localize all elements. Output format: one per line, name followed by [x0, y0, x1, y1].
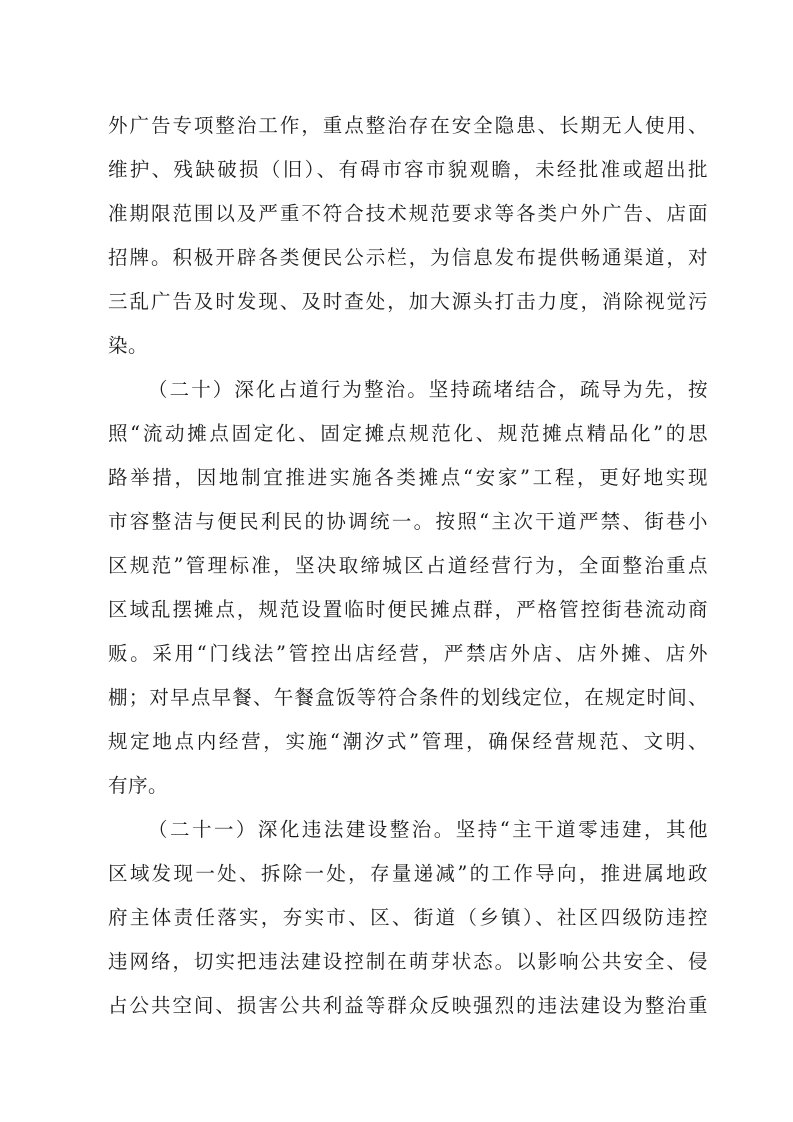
text-line: 路举措，因地制宜推进实施各类摊点“安家”工程，更好地实现 [108, 466, 708, 489]
paragraph-heading-line: （二十一）深化违法建设整治。坚持“主干道零违建，其他 [148, 818, 708, 841]
text-line: 棚；对早点早餐、午餐盒饭等符合条件的划线定位，在规定时间、 [108, 686, 708, 709]
text-line: 占公共空间、损害公共利益等群众反映强烈的违法建设为整治重 [108, 994, 708, 1017]
text-line: 府主体责任落实，夯实市、区、街道（乡镇）、社区四级防违控 [108, 906, 708, 929]
text-line: 三乱广告及时发现、及时查处，加大源头打击力度，消除视觉污 [108, 290, 708, 313]
text-line: 外广告专项整治工作，重点整治存在安全隐患、长期无人使用、 [108, 114, 708, 137]
text-line: 区域发现一处、拆除一处，存量递减”的工作导向，推进属地政 [108, 862, 708, 885]
text-line: 违网络，切实把违法建设控制在萌芽状态。以影响公共安全、侵 [108, 950, 708, 973]
text-line: 有序。 [108, 774, 169, 797]
paragraph-heading-line: （二十）深化占道行为整治。坚持疏堵结合，疏导为先，按 [148, 378, 708, 401]
text-line: 染。 [108, 334, 149, 357]
text-line: 市容整洁与便民利民的协调统一。按照“主次干道严禁、街巷小 [108, 510, 708, 533]
text-line: 规定地点内经营，实施“潮汐式”管理，确保经营规范、文明、 [108, 730, 708, 753]
text-line: 照“流动摊点固定化、固定摊点规范化、规范摊点精品化”的思 [108, 422, 708, 445]
text-line: 招牌。积极开辟各类便民公示栏，为信息发布提供畅通渠道，对 [108, 246, 708, 269]
text-line: 贩。采用“门线法”管控出店经营，严禁店外店、店外摊、店外 [108, 642, 708, 665]
text-line: 区规范”管理标准，坚决取缔城区占道经营行为，全面整治重点 [108, 554, 708, 577]
text-line: 维护、残缺破损（旧）、有碍市容市貌观瞻，未经批准或超出批 [108, 158, 708, 181]
text-line: 区域乱摆摊点，规范设置临时便民摊点群，严格管控街巷流动商 [108, 598, 708, 621]
text-line: 准期限范围以及严重不符合技术规范要求等各类户外广告、店面 [108, 202, 708, 225]
